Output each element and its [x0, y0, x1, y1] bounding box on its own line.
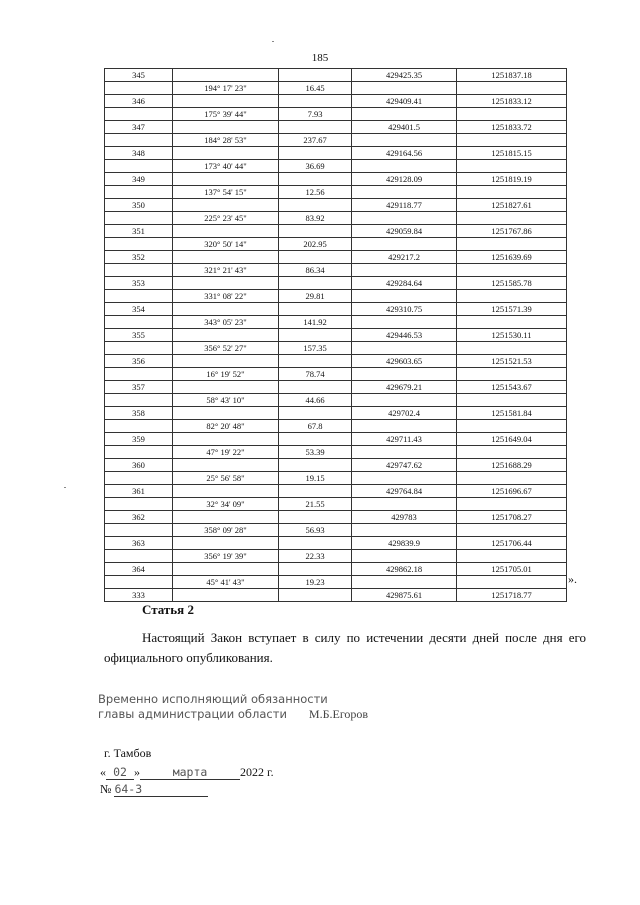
- table-cell: [173, 95, 279, 108]
- table-cell: 21.55: [279, 498, 352, 511]
- table-cell: [457, 446, 567, 459]
- table-cell: 357: [105, 381, 173, 394]
- table-cell: 19.15: [279, 472, 352, 485]
- table-row: [105, 459, 567, 472]
- table-cell: [279, 95, 352, 108]
- table-cell: 25° 56' 58": [173, 472, 279, 485]
- table-cell: [105, 316, 173, 329]
- table-cell: 1251696.67: [457, 485, 567, 498]
- boundary-coordinates-table: [104, 68, 567, 602]
- table-row: [105, 134, 567, 147]
- table-cell: [352, 550, 457, 563]
- table-row: [105, 121, 567, 134]
- table-cell: 86.34: [279, 264, 352, 277]
- table-cell: 351: [105, 225, 173, 238]
- table-row: [105, 342, 567, 355]
- table-cell: [279, 173, 352, 186]
- law-number: [100, 782, 208, 797]
- table-cell: 349: [105, 173, 173, 186]
- scan-speck: [272, 41, 274, 42]
- table-cell: 429425.35: [352, 69, 457, 82]
- table-cell: 82° 20' 48": [173, 420, 279, 433]
- signature-title-line-1: Временно исполняющий обязанности: [98, 692, 328, 706]
- table-cell: [105, 264, 173, 277]
- table-cell: [457, 576, 567, 589]
- table-cell: [173, 485, 279, 498]
- table-cell: 1251581.84: [457, 407, 567, 420]
- table-cell: 429401.5: [352, 121, 457, 134]
- table-cell: [279, 329, 352, 342]
- table-cell: 350: [105, 199, 173, 212]
- table-cell: [105, 238, 173, 251]
- table-cell: 22.33: [279, 550, 352, 563]
- table-cell: 47° 19' 22": [173, 446, 279, 459]
- table-cell: 355: [105, 329, 173, 342]
- table-cell: [279, 381, 352, 394]
- table-cell: 1251639.69: [457, 251, 567, 264]
- table-cell: 346: [105, 95, 173, 108]
- law-number-value: 64-З: [114, 783, 208, 797]
- table-body: [105, 69, 567, 602]
- table-cell: [279, 277, 352, 290]
- table-cell: [352, 524, 457, 537]
- place-of-signing: г. Тамбов: [104, 746, 152, 760]
- table-cell: [352, 316, 457, 329]
- table-row: [105, 498, 567, 511]
- table-row: [105, 303, 567, 316]
- table-cell: [105, 446, 173, 459]
- table-cell: 1251708.27: [457, 511, 567, 524]
- table-cell: [352, 290, 457, 303]
- table-cell: [105, 342, 173, 355]
- table-row: [105, 199, 567, 212]
- table-row: [105, 524, 567, 537]
- table-cell: [105, 394, 173, 407]
- table-cell: [279, 407, 352, 420]
- table-cell: [352, 576, 457, 589]
- table-cell: [457, 134, 567, 147]
- table-row: [105, 329, 567, 342]
- table-cell: 12.56: [279, 186, 352, 199]
- table-row: [105, 277, 567, 290]
- table-row: [105, 264, 567, 277]
- table-cell: 44.66: [279, 394, 352, 407]
- table-row: [105, 381, 567, 394]
- table-cell: 184° 28' 53": [173, 134, 279, 147]
- table-cell: [105, 498, 173, 511]
- table-cell: 141.92: [279, 316, 352, 329]
- table-cell: [173, 589, 279, 602]
- table-cell: [352, 82, 457, 95]
- table-cell: 429217.2: [352, 251, 457, 264]
- date-day: 02: [106, 766, 134, 780]
- table-cell: [352, 368, 457, 381]
- table-row: [105, 355, 567, 368]
- table-cell: [105, 550, 173, 563]
- table-cell: 356° 19' 39": [173, 550, 279, 563]
- table-cell: 429284.64: [352, 277, 457, 290]
- table-row: [105, 446, 567, 459]
- table-cell: [173, 147, 279, 160]
- table-cell: 225° 23' 45": [173, 212, 279, 225]
- table-row: [105, 225, 567, 238]
- table-cell: [173, 251, 279, 264]
- table-row: [105, 589, 567, 602]
- table-cell: [457, 264, 567, 277]
- table-cell: [105, 108, 173, 121]
- table-cell: [105, 212, 173, 225]
- table-cell: [105, 472, 173, 485]
- table-cell: 56.93: [279, 524, 352, 537]
- table-cell: 364: [105, 563, 173, 576]
- table-cell: [457, 498, 567, 511]
- table-cell: [105, 186, 173, 199]
- table-cell: 429875.61: [352, 589, 457, 602]
- table-cell: [457, 420, 567, 433]
- date-close-quote: »: [134, 765, 140, 779]
- table-cell: [352, 160, 457, 173]
- table-cell: [352, 212, 457, 225]
- table-cell: [105, 134, 173, 147]
- table-cell: [279, 511, 352, 524]
- table-cell: [352, 394, 457, 407]
- table-cell: 352: [105, 251, 173, 264]
- table-cell: [457, 368, 567, 381]
- table-row: [105, 550, 567, 563]
- table-cell: [279, 251, 352, 264]
- table-cell: 320° 50' 14": [173, 238, 279, 251]
- table-cell: 1251543.67: [457, 381, 567, 394]
- table-row: [105, 69, 567, 82]
- table-row: [105, 82, 567, 95]
- table-cell: [173, 459, 279, 472]
- table-cell: [457, 394, 567, 407]
- table-cell: [173, 381, 279, 394]
- table-cell: [352, 446, 457, 459]
- table-cell: 1251767.86: [457, 225, 567, 238]
- table-cell: [105, 420, 173, 433]
- table-row: [105, 485, 567, 498]
- table-cell: [279, 433, 352, 446]
- table-row: [105, 316, 567, 329]
- table-cell: [352, 472, 457, 485]
- table-cell: [457, 212, 567, 225]
- table-cell: 7.93: [279, 108, 352, 121]
- table-row: [105, 511, 567, 524]
- table-cell: 429603.65: [352, 355, 457, 368]
- table-cell: 429409.41: [352, 95, 457, 108]
- table-cell: 360: [105, 459, 173, 472]
- table-cell: [457, 316, 567, 329]
- table-cell: 343° 05' 23": [173, 316, 279, 329]
- table-cell: 16° 19' 52": [173, 368, 279, 381]
- table-row: [105, 563, 567, 576]
- signing-date: [100, 765, 274, 780]
- table-cell: [173, 537, 279, 550]
- table-cell: 32° 34' 09": [173, 498, 279, 511]
- table-row: [105, 290, 567, 303]
- table-row: [105, 108, 567, 121]
- table-cell: [173, 173, 279, 186]
- table-cell: 429711.43: [352, 433, 457, 446]
- table-cell: [173, 355, 279, 368]
- table-cell: 353: [105, 277, 173, 290]
- date-month: марта: [140, 766, 240, 780]
- table-cell: 36.69: [279, 160, 352, 173]
- table-cell: 429747.62: [352, 459, 457, 472]
- date-open-quote: «: [100, 765, 106, 779]
- table-cell: 361: [105, 485, 173, 498]
- table-cell: [173, 329, 279, 342]
- table-cell: 1251688.29: [457, 459, 567, 472]
- table-cell: 29.81: [279, 290, 352, 303]
- signature-title-line-2: [98, 707, 368, 722]
- table-row: [105, 186, 567, 199]
- table-cell: [105, 290, 173, 303]
- table-cell: 78.74: [279, 368, 352, 381]
- table-cell: [279, 199, 352, 212]
- table-cell: [105, 524, 173, 537]
- table-cell: 53.39: [279, 446, 352, 459]
- signatory-name: М.Б.Егоров: [308, 707, 369, 721]
- table-cell: 359: [105, 433, 173, 446]
- table-row: [105, 433, 567, 446]
- table-cell: [173, 69, 279, 82]
- table-cell: 237.67: [279, 134, 352, 147]
- table-cell: [105, 82, 173, 95]
- table-cell: 1251706.44: [457, 537, 567, 550]
- table-cell: 194° 17' 23": [173, 82, 279, 95]
- table-cell: 348: [105, 147, 173, 160]
- table-cell: [279, 225, 352, 238]
- page-number: 185: [311, 52, 329, 64]
- table-cell: [457, 290, 567, 303]
- table-cell: [279, 69, 352, 82]
- table-cell: 137° 54' 15": [173, 186, 279, 199]
- table-cell: 331° 08' 22": [173, 290, 279, 303]
- table-cell: [279, 121, 352, 134]
- table-cell: [173, 511, 279, 524]
- signature-block: [98, 692, 368, 722]
- table-row: [105, 173, 567, 186]
- law-number-prefix: №: [100, 782, 112, 796]
- table-cell: [173, 407, 279, 420]
- table-cell: 429310.75: [352, 303, 457, 316]
- table-cell: [352, 186, 457, 199]
- table-cell: [352, 134, 457, 147]
- table-cell: [105, 368, 173, 381]
- table-cell: 363: [105, 537, 173, 550]
- article-text: Настоящий Закон вступает в силу по истечении десяти дней после дня его официального опубликования.: [104, 630, 586, 665]
- table-cell: 345: [105, 69, 173, 82]
- table-cell: 19.23: [279, 576, 352, 589]
- table-cell: [173, 303, 279, 316]
- table-cell: [279, 563, 352, 576]
- table-cell: 429839.9: [352, 537, 457, 550]
- table-cell: 354: [105, 303, 173, 316]
- table-cell: [457, 238, 567, 251]
- table-row: [105, 407, 567, 420]
- table-cell: [457, 186, 567, 199]
- date-year: 2022 г.: [240, 765, 274, 779]
- table-cell: [279, 147, 352, 160]
- table-cell: 429862.18: [352, 563, 457, 576]
- table-cell: [173, 277, 279, 290]
- table-cell: 157.35: [279, 342, 352, 355]
- table-cell: [173, 563, 279, 576]
- table-cell: [105, 576, 173, 589]
- table-cell: [173, 121, 279, 134]
- table-cell: 202.95: [279, 238, 352, 251]
- table-row: [105, 394, 567, 407]
- table-cell: 1251833.72: [457, 121, 567, 134]
- table-cell: [105, 160, 173, 173]
- table-cell: 175° 39' 44": [173, 108, 279, 121]
- table-cell: 1251649.04: [457, 433, 567, 446]
- table-cell: [279, 355, 352, 368]
- table-cell: [457, 342, 567, 355]
- table-cell: 1251833.12: [457, 95, 567, 108]
- table-cell: [279, 459, 352, 472]
- table-cell: 1251827.61: [457, 199, 567, 212]
- table-cell: [457, 472, 567, 485]
- table-cell: [352, 420, 457, 433]
- table-cell: [279, 485, 352, 498]
- table-cell: 347: [105, 121, 173, 134]
- table-row: [105, 212, 567, 225]
- table-row: [105, 368, 567, 381]
- table-cell: 83.92: [279, 212, 352, 225]
- table-cell: 58° 43' 10": [173, 394, 279, 407]
- table-row: [105, 238, 567, 251]
- signature-title-text: главы администрации области: [98, 707, 287, 721]
- table-cell: [173, 225, 279, 238]
- table-cell: 1251530.11: [457, 329, 567, 342]
- table-cell: [457, 160, 567, 173]
- table-row: [105, 472, 567, 485]
- table-cell: 1251718.77: [457, 589, 567, 602]
- table-cell: 1251705.01: [457, 563, 567, 576]
- table-cell: [352, 264, 457, 277]
- table-cell: 1251837.18: [457, 69, 567, 82]
- table-cell: 429446.53: [352, 329, 457, 342]
- table-cell: 67.8: [279, 420, 352, 433]
- table-cell: 429118.77: [352, 199, 457, 212]
- table-cell: 429783: [352, 511, 457, 524]
- table-row: [105, 420, 567, 433]
- table-cell: [279, 589, 352, 602]
- table-cell: [352, 342, 457, 355]
- table-cell: 1251815.15: [457, 147, 567, 160]
- table-cell: 356: [105, 355, 173, 368]
- table-cell: 45° 41' 43": [173, 576, 279, 589]
- table-cell: 429128.09: [352, 173, 457, 186]
- table-cell: [173, 199, 279, 212]
- table-row: [105, 95, 567, 108]
- table-row: [105, 147, 567, 160]
- table-cell: [352, 238, 457, 251]
- table-cell: 16.45: [279, 82, 352, 95]
- table-cell: 358: [105, 407, 173, 420]
- table-cell: [457, 82, 567, 95]
- closing-quote-mark: ».: [568, 572, 577, 586]
- table-cell: [457, 550, 567, 563]
- table-cell: 333: [105, 589, 173, 602]
- table-cell: 1251819.19: [457, 173, 567, 186]
- table-cell: 429764.84: [352, 485, 457, 498]
- table-row: [105, 537, 567, 550]
- table-cell: [457, 108, 567, 121]
- table-cell: 358° 09' 28": [173, 524, 279, 537]
- table-row: [105, 251, 567, 264]
- table-cell: 362: [105, 511, 173, 524]
- table-cell: 429059.84: [352, 225, 457, 238]
- table-cell: 321° 21' 43": [173, 264, 279, 277]
- table-cell: 356° 52' 27": [173, 342, 279, 355]
- table-cell: [352, 108, 457, 121]
- table-cell: [457, 524, 567, 537]
- table-row: [105, 160, 567, 173]
- table-cell: 1251571.39: [457, 303, 567, 316]
- table-cell: [279, 303, 352, 316]
- table-cell: [352, 498, 457, 511]
- table-cell: 173° 40' 44": [173, 160, 279, 173]
- table-cell: 429679.21: [352, 381, 457, 394]
- table-row: [105, 576, 567, 589]
- table-cell: 1251521.53: [457, 355, 567, 368]
- scan-speck: [64, 487, 66, 488]
- article-heading: Статья 2: [142, 602, 194, 617]
- table-cell: 429702.4: [352, 407, 457, 420]
- table-cell: 1251585.78: [457, 277, 567, 290]
- table-cell: [279, 537, 352, 550]
- table-cell: 429164.56: [352, 147, 457, 160]
- table-cell: [173, 433, 279, 446]
